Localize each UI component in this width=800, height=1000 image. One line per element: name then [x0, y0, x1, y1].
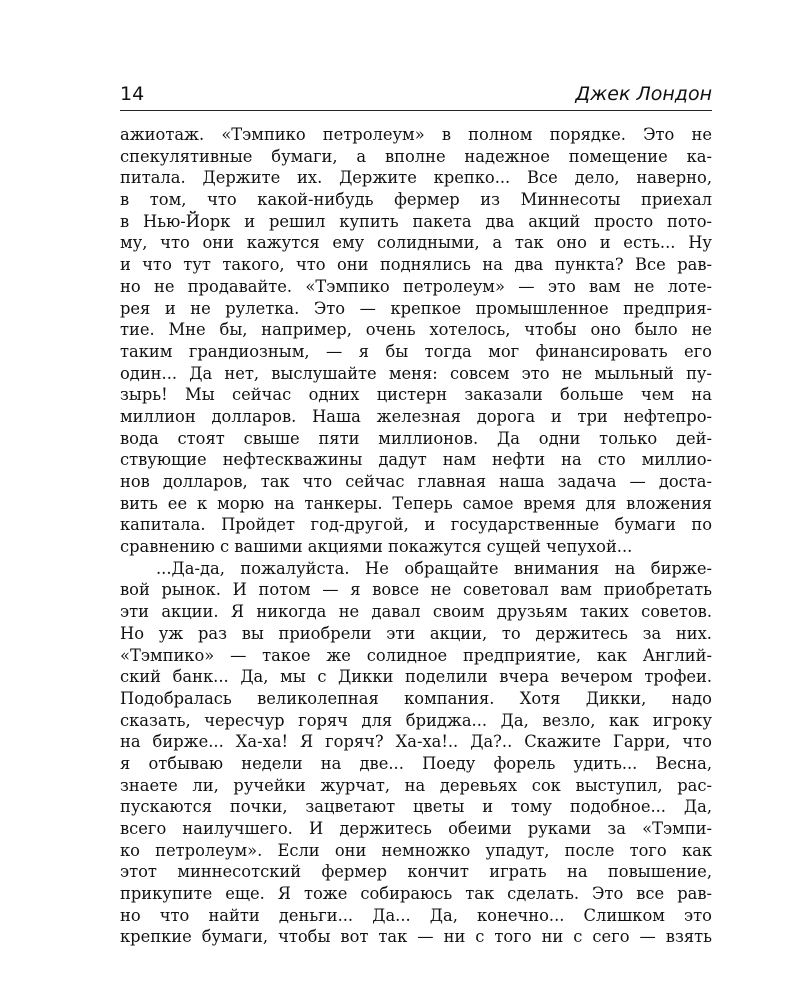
- page-header: [120, 80, 712, 111]
- book-page: [120, 80, 712, 948]
- text-line: спекулятивные бумаги, а вполне надежное помещение ка-: [120, 146, 712, 166]
- text-line: ствующие нефтескважины дадут нам нефти на сто миллио-: [120, 450, 712, 470]
- running-head: Джек Лондон: [575, 83, 712, 105]
- text-line: эти акции. Я никогда не давал своим друзьям таких советов.: [120, 602, 712, 622]
- text-line: я отбываю недели на две... Поеду форель удить... Весна,: [120, 753, 712, 773]
- text-line: и что тут такого, что они поднялись на два пункта? Все рав-: [120, 255, 712, 275]
- text-line: но что найти деньги... Да... Да, конечно... Слишком это: [120, 905, 712, 925]
- text-line: знаете ли, ручейки журчат, на деревьях сок выступил, рас-: [120, 775, 712, 795]
- text-line: тие. Мне бы, например, очень хотелось, чтобы оно было не: [120, 320, 712, 340]
- text-line: в том, что какой-нибудь фермер из Миннесоты приехал: [120, 190, 712, 210]
- text-line: капитала. Пройдет год-другой, и государственные бумаги по: [120, 515, 712, 535]
- text-line: сказать, чересчур горяч для бриджа... Да, везло, как игроку: [120, 710, 712, 730]
- text-line: сравнению с вашими акциями покажутся сущей чепухой...: [120, 537, 633, 557]
- text-line: питала. Держите их. Держите крепко... Все дело, наверно,: [120, 168, 712, 188]
- text-line: ко петролеум». Если они немножко упадут, после того как: [120, 840, 712, 860]
- text-line: Но уж раз вы приобрели эти акции, то держитесь за них.: [120, 623, 712, 643]
- text-line: вить ее к морю на танкеры. Теперь самое время для вложения: [120, 493, 712, 513]
- text-line: прикупите еще. Я тоже собираюсь так сделать. Это все рав-: [120, 884, 712, 904]
- page-number: 14: [120, 83, 145, 105]
- text-line: на бирже... Ха-ха! Я горяч? Ха-ха!.. Да?.. Скажите Гарри, что: [120, 732, 712, 752]
- text-line: зырь! Мы сейчас одних цистерн заказали больше чем на: [120, 385, 712, 405]
- text-line: но не продавайте. «Тэмпико петролеум» — это вам не лоте-: [120, 276, 712, 296]
- text-line: ский банк... Да, мы с Дикки поделили вчера вечером трофеи.: [120, 667, 712, 687]
- text-line: «Тэмпико» — такое же солидное предприятие, как Англий-: [120, 645, 712, 665]
- text-line: пускаются почки, зацветают цветы и тому подобное... Да,: [120, 797, 712, 817]
- text-line: в Нью-Йорк и решил купить пакета два акций просто пото-: [120, 211, 712, 231]
- text-line: этот миннесотский фермер кончит играть на повышение,: [120, 862, 712, 882]
- text-line: рея и не рулетка. Это — крепкое промышленное предприя-: [120, 298, 712, 318]
- body-text: [120, 124, 712, 948]
- text-line: миллион долларов. Наша железная дорога и три нефтепро-: [120, 406, 712, 426]
- text-line: вой рынок. И потом — я вовсе не советовал вам приобретать: [120, 580, 712, 600]
- text-line: крепкие бумаги, чтобы вот так — ни с того ни с сего — взять: [120, 927, 712, 947]
- text-line: ажиотаж. «Тэмпико петролеум» в полном порядке. Это не: [120, 125, 712, 144]
- text-line: ...Да-да, пожалуйста. Не обращайте внимания на бирже-: [156, 558, 712, 578]
- text-line: один... Да нет, выслушайте меня: совсем это не мыльный пу-: [120, 363, 712, 383]
- text-line: всего наилучшего. И держитесь обеими руками за «Тэмпи-: [120, 819, 712, 838]
- text-line: му, что они кажутся ему солидными, а так оно и есть... Ну: [120, 233, 712, 253]
- text-line: нов долларов, так что сейчас главная наша задача — доста-: [120, 472, 712, 491]
- text-line: вода стоят свыше пяти миллионов. Да одни только дей-: [120, 428, 712, 448]
- text-line: таким грандиозным, — я бы тогда мог финансировать его: [120, 341, 712, 361]
- text-line: Подобралась великолепная компания. Хотя Дикки, надо: [120, 688, 712, 708]
